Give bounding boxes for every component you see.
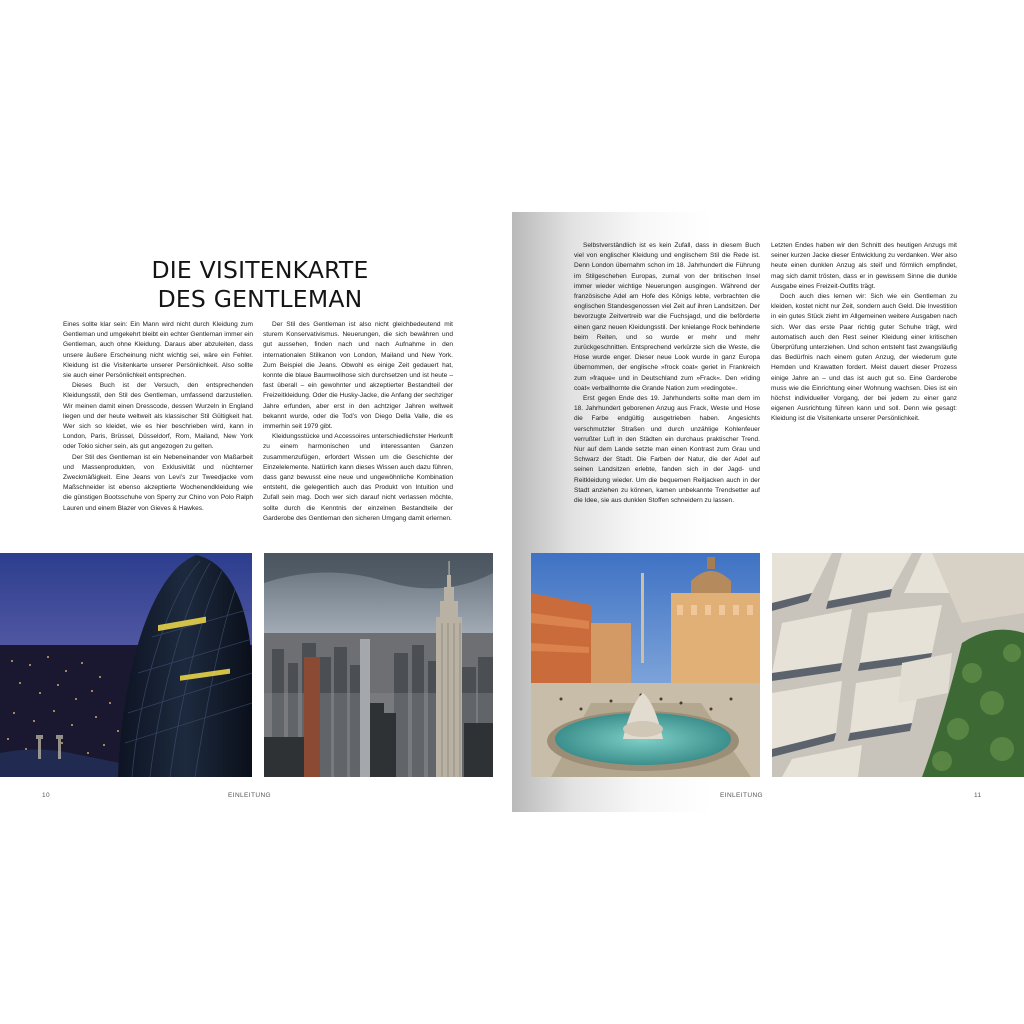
page-title (130, 256, 390, 314)
paragraph: Erst gegen Ende des 19. Jahrhunderts sollte man dem im 18. Jahrhundert geborenen Anzug aus Frack, Weste und Hose die Farbe endgültig ausgetrieben haben. Angesichts verschmutzter Straßen und durch unzählige Kohlenfeuer verrußter Luft in den Städten ein durchaus praktischer Trend. Nur auf dem Lande setzte man einen Kontrast zum Grau und Schwarz der Stadt. Die Farben der Natur, die der Adel auf seinen Landsitzen erlebte, fanden sich in der Jagd- und Reitkleidung wieder. Um die bequemen Reitjacken auch in der Stadt anziehen zu können, kamen unbekannte Trendsetter auf die Idee, sie aus dunklen Stoffen schneidern zu lassen. (574, 395, 760, 505)
right-text-column-2 (771, 241, 957, 425)
right-page (512, 212, 1024, 812)
paragraph: Der Stil des Gentleman ist also nicht gleichbedeutend mit sturem Konservativismus. Neuerungen, die sich bewähren und gut aussehen, finden nach und nach Aufnahme in den internationalen Stilkanon von London, Mailand und New York. Zum Beispiel die Jeans. Obwohl es einige Zeit gedauert hat, konnte die blaue Baumwollhose sich durchsetzen und ist heute – fast überall – ein gewohnter und akzeptierter Bestandteil der Freizeitkleidung. Oder die Husky-Jacke, die Anfang der sechziger Jahre erfunden, aber erst in den achtziger Jahren weltweit bekannt wurde, oder die Tod’s von Diego Della Valle, die es immerhin seit 1979 gibt. (263, 321, 453, 431)
left-text-column-1 (63, 320, 253, 514)
paragraph: Kleidungsstücke und Accessoires unterschiedlichster Herkunft zu einem harmonischen und interessanten Ganzen zusammenzufügen, erfordert Wissen um die Geschichte der Einzelelemente. Natürlich kann dieses Wissen auch dazu führen, dass ganz bewusst eine neue und ungewöhnliche Kombination entsteht, die gelegentlich auch das Produkt von Intuition und Zufall sein mag. Doch wer sich darauf nicht verlassen möchte, sollte durch die Kenntnis der einzelnen Bestandteile der Garderobe des Gentleman den sicheren Umgang damit erlernen. (263, 433, 453, 522)
photo-london-gherkin (0, 553, 252, 777)
paragraph: Doch auch dies lernen wir: Sich wie ein Gentleman zu kleiden, kostet nicht nur Zeit, sondern auch Geld. Die Investition in ein gutes Stück zieht im Allgemeinen weitere Ausgaben nach sich. Wer das erste Paar richtig guter Schuhe trägt, wird automatisch auch den Rest seiner Kleidung einer kritischen Überprüfung unterziehen. Und schon entsteht fast zwangsläufig das Bedürfnis nach einem guten Anzug, der wiederum gute Hemden und Krawatten fordert. Meist dauert dieser Prozess einige Jahre an – und das ist auch gut so. Eine Garderobe muss wie die Einrichtung einer Wohnung wachsen. Dies ist ein höchst individueller Vorgang, der bei jedem zu einer ganz eigenen Ausrichtung führen kann und soll. Denn wie gesagt: Kleidung ist die Visitenkarte unserer Persönlichkeit. (771, 293, 957, 423)
left-page (0, 212, 512, 812)
photo-rome-piazza (531, 553, 760, 777)
running-footer-right: EINLEITUNG (720, 792, 764, 799)
paragraph: Letzten Endes haben wir den Schnitt des heutigen Anzugs mit seiner kurzen Jacke dieser Entwicklung zu verdanken. Wer also heute einen dunklen Anzug als steif und förmlich empfindet, mag sich damit trösten, dass er in gewissem Sinne die dunkle Ausgabe eines Freizeit-Outfits trägt. (771, 242, 957, 290)
page-number-left: 10 (42, 792, 51, 799)
left-text-column-2 (263, 320, 453, 524)
title-line-1: DIE VISITENKARTE (151, 256, 369, 284)
paragraph: Eines sollte klar sein: Ein Mann wird nicht durch Kleidung zum Gentleman und umgekehrt bleibt ein echter Gentleman immer ein Gentleman, auch ohne Kleidung. Daraus aber abzuleiten, dass unsere äußere Erscheinung nicht wichtig sei, wäre ein Fehler. Kleidung ist die Visitenkarte unserer Persönlichkeit. Also sollte sie auch einer Persönlichkeit entsprechen. (63, 321, 253, 380)
page-number-right: 11 (974, 792, 982, 799)
photo-paris-aerial (772, 553, 1024, 777)
photo-new-york-skyline (264, 553, 493, 777)
title-line-2: DES GENTLEMAN (157, 285, 363, 313)
paragraph: Der Stil des Gentleman ist ein Nebeneinander von Maßarbeit und Massenprodukten, von Exklusivität und nüchterner Zweckmäßigkeit. Eine Jeans von Levi’s zur Tweedjacke vom Maßschneider ist ebenso akzeptierte Wochenendkleidung wie die günstigen Bootsschuhe von Sperry zur Chino von Polo Ralph Lauren und einem Blazer von Gieves & Hawkes. (63, 453, 253, 512)
paragraph: Dieses Buch ist der Versuch, den entsprechenden Kleidungsstil, den Stil des Gentleman, umfassend darzustellen. Wir meinen damit einen Dresscode, dessen Wurzeln in England liegen und der heute weltweit als klassischer Stil Gültigkeit hat. Wer sich so kleidet, wie es hier beschrieben wird, kann in London, Paris, Brüssel, Düsseldorf, Rom, Mailand, New York oder Tokio sicher sein, als gut angezogen zu gelten. (63, 382, 253, 451)
right-text-column-1 (574, 241, 760, 506)
paragraph: Selbstverständlich ist es kein Zufall, dass in diesem Buch viel von englischer Kleidung und englischem Stil die Rede ist. Denn London übernahm schon im 18. Jahrhundert die Führung im Stilgeschehen Europas, zumal von der britischen Insel immer wieder wichtige Neuerungen ausgingen. Während der französische Adel am Hofe des Königs lebte, verbrachten die englischen Standesgenossen viel Zeit auf ihren Landsitzen. Der bevorzugte Zeitvertreib war die Fuchsjagd, und die beförderte einen ganz neuen Kleidungsstil. Der knielange Rock behinderte beim Reiten, und so wurde er mehr und mehr zurückgeschnitten. Entsprechend verkürzte sich die Weste, die Hose wurde enger. Dieser neue Look wurde in ganz Europa übernommen, der englische »frock coat« geriet in Frankreich zum »fraque« und in Deutschland zum »Frack«. Den »riding coat« verballhornte die Grande Nation zum »redingote«. (574, 242, 760, 392)
book-spread (0, 212, 1024, 812)
running-footer-left: EINLEITUNG (228, 792, 272, 799)
